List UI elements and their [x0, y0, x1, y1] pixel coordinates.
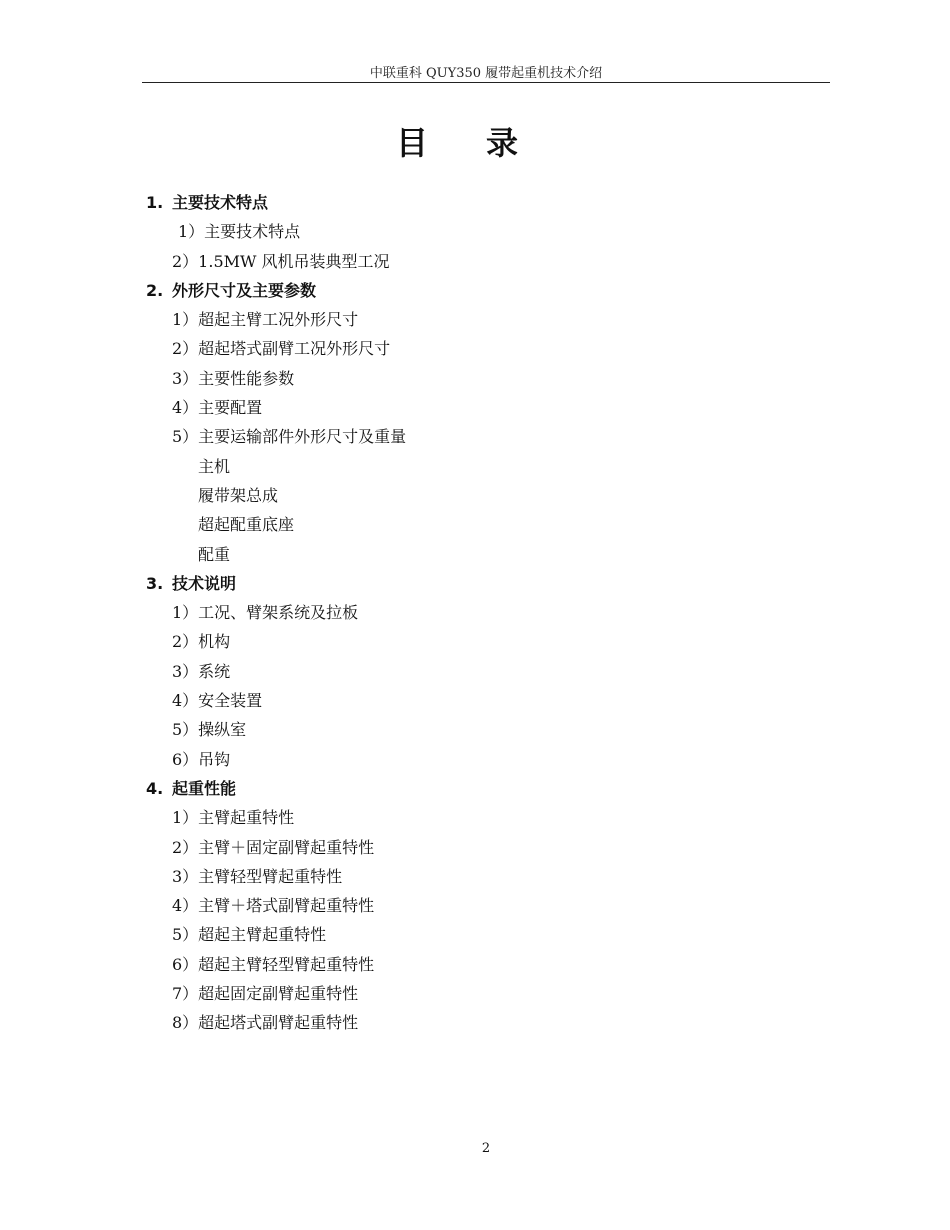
toc-item[interactable]: 3）系统: [172, 661, 231, 681]
toc-section-heading[interactable]: [146, 569, 826, 598]
toc-item[interactable]: 4）主臂＋塔式副臂起重特性: [172, 896, 375, 916]
section-title: 起重性能: [172, 778, 237, 798]
toc-subitem[interactable]: 主机: [198, 456, 231, 476]
section-title: 技术说明: [172, 573, 237, 593]
header-divider: [142, 82, 830, 83]
toc-item[interactable]: 1）超起主臂工况外形尺寸: [172, 310, 359, 330]
section-title: 主要技术特点: [172, 193, 269, 212]
toc-item[interactable]: 6）超起主臂轻型臂起重特性: [172, 954, 375, 974]
toc-item[interactable]: 3）主臂轻型臂起重特性: [172, 866, 343, 886]
toc-item[interactable]: 1）主要技术特点: [178, 222, 301, 242]
section-number: 4.: [146, 778, 164, 798]
toc-item[interactable]: 5）超起主臂起重特性: [172, 925, 327, 945]
section-number: 3.: [146, 573, 164, 593]
toc-item[interactable]: 6）吊钩: [172, 749, 231, 769]
toc-item[interactable]: 1）主臂起重特性: [172, 808, 295, 828]
toc-item[interactable]: 4）安全装置: [172, 691, 263, 711]
toc-item[interactable]: 5）主要运输部件外形尺寸及重量: [172, 427, 407, 447]
toc-item[interactable]: 7）超起固定副臂起重特性: [172, 984, 359, 1004]
toc-item[interactable]: 5）操纵室: [172, 720, 247, 740]
toc-item[interactable]: 2）机构: [172, 632, 231, 652]
toc-subitem[interactable]: 超起配重底座: [198, 515, 295, 535]
toc-section-heading[interactable]: [146, 188, 826, 217]
running-header: 中联重科 QUY350 履带起重机技术介绍: [369, 66, 603, 81]
toc-item[interactable]: 8）超起塔式副臂起重特性: [172, 1013, 359, 1033]
toc-item[interactable]: 2）1.5MW 风机吊装典型工况: [172, 251, 390, 271]
toc-item[interactable]: 4）主要配置: [172, 398, 263, 418]
page-number: 2: [481, 1141, 491, 1156]
toc-item[interactable]: 1）工况、臂架系统及拉板: [172, 603, 359, 623]
table-of-contents: [146, 188, 826, 1038]
toc-section-heading[interactable]: [146, 774, 826, 803]
toc-section-heading[interactable]: [146, 276, 826, 305]
page-title: 目录: [395, 124, 576, 162]
toc-item[interactable]: 2）主臂＋固定副臂起重特性: [172, 837, 375, 857]
section-number: 2.: [146, 280, 164, 300]
toc-item[interactable]: 3）主要性能参数: [172, 368, 295, 388]
toc-subitem[interactable]: 配重: [198, 544, 231, 564]
toc-subitem[interactable]: 履带架总成: [198, 485, 279, 505]
toc-item[interactable]: 2）超起塔式副臂工况外形尺寸: [172, 339, 391, 359]
section-title: 外形尺寸及主要参数: [172, 280, 317, 300]
section-number: 1.: [146, 193, 164, 212]
